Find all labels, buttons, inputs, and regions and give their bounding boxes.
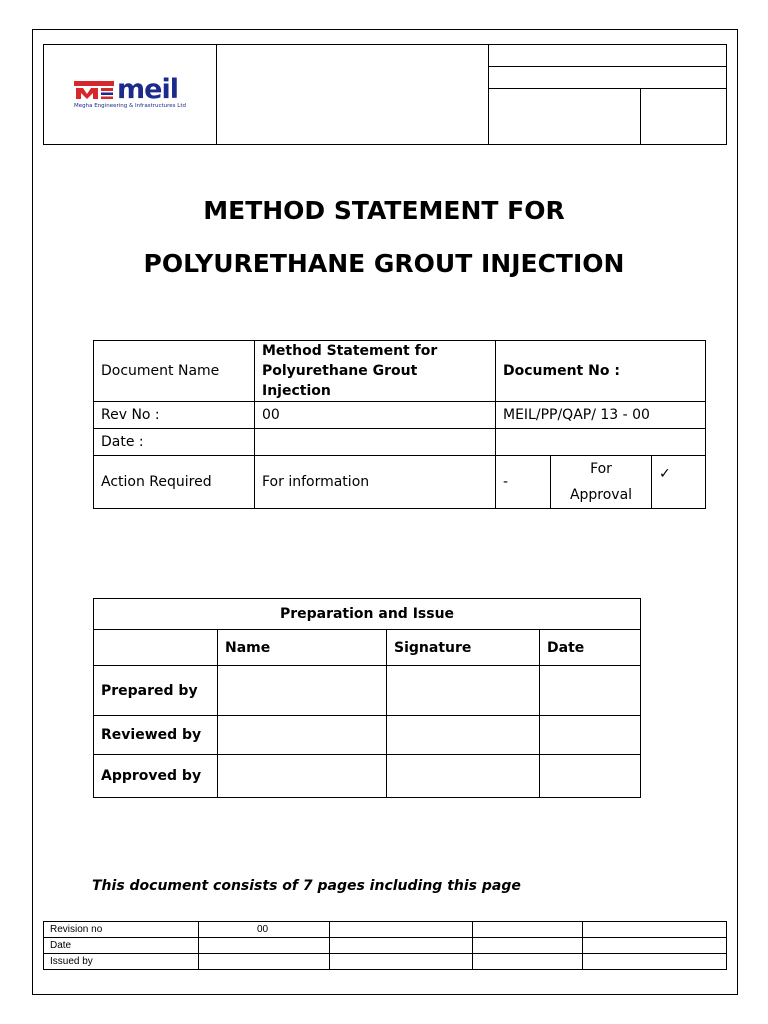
preparation-title: Preparation and Issue (94, 599, 641, 630)
revision-cell (583, 938, 727, 954)
reviewed-by-name (218, 716, 387, 755)
page-count-note: This document consists of 7 pages including this page (92, 878, 521, 894)
table-row (94, 755, 641, 798)
document-no-label: Document No : (496, 341, 706, 402)
document-name-value-line1: Method Statement for (262, 343, 438, 359)
page-title-line-2: POLYURETHANE GROUT INJECTION (143, 249, 625, 278)
document-name-value-line2: Polyurethane Grout Injection (262, 363, 418, 399)
prepared-by-name (218, 666, 387, 716)
reviewed-by-signature (387, 716, 540, 755)
rev-no-value: 00 (255, 402, 496, 429)
document-no-value: MEIL/PP/QAP/ 13 - 00 (496, 402, 706, 429)
revision-table (43, 921, 727, 970)
for-approval-label (551, 456, 652, 509)
table-row (94, 716, 641, 755)
action-required-label: Action Required (94, 456, 255, 509)
prepared-by-signature (387, 666, 540, 716)
date-extra (496, 429, 706, 456)
prepared-by-date (540, 666, 641, 716)
for-approval-line2: Approval (569, 487, 633, 503)
logo-wordmark: meil (117, 73, 178, 105)
table-row (94, 666, 641, 716)
header-blank-middle-right (489, 67, 727, 89)
header-blank-bottom-left (489, 89, 641, 145)
document-header (43, 44, 727, 145)
logo-cell (44, 45, 217, 145)
table-row (44, 954, 727, 970)
date-label: Date : (94, 429, 255, 456)
revision-issued-by-value (199, 954, 330, 970)
column-header-name: Name (218, 630, 387, 666)
row-label-approved-by: Approved by (94, 755, 218, 798)
revision-cell (583, 954, 727, 970)
approved-by-signature (387, 755, 540, 798)
document-info-table (93, 340, 706, 509)
revision-no-label: Revision no (44, 922, 199, 938)
page-title-line-1: METHOD STATEMENT FOR (203, 196, 565, 225)
reviewed-by-date (540, 716, 641, 755)
header-blank-bottom-right (641, 89, 727, 145)
table-row (44, 922, 727, 938)
meil-logo-icon (74, 79, 114, 101)
company-logo (74, 73, 186, 109)
column-header-date: Date (540, 630, 641, 666)
revision-no-value: 00 (199, 922, 330, 938)
column-header-signature: Signature (387, 630, 540, 666)
approved-by-date (540, 755, 641, 798)
for-approval-check-icon: ✓ (652, 456, 706, 509)
revision-issued-by-label: Issued by (44, 954, 199, 970)
revision-cell (583, 922, 727, 938)
revision-cell (330, 922, 473, 938)
header-blank-top-right (489, 45, 727, 67)
page-border (32, 29, 738, 995)
logo-tagline: Megha Engineering & Infrastructures Ltd (74, 102, 186, 109)
revision-cell (473, 938, 583, 954)
table-row (44, 938, 727, 954)
preparation-corner (94, 630, 218, 666)
rev-no-label: Rev No : (94, 402, 255, 429)
revision-cell (473, 922, 583, 938)
for-information-mark: - (496, 456, 551, 509)
row-label-reviewed-by: Reviewed by (94, 716, 218, 755)
for-approval-line1: For (590, 461, 612, 477)
preparation-issue-table (93, 598, 641, 798)
row-label-prepared-by: Prepared by (94, 666, 218, 716)
header-blank-center (217, 45, 489, 145)
revision-date-value (199, 938, 330, 954)
revision-cell (473, 954, 583, 970)
revision-cell (330, 954, 473, 970)
date-value (255, 429, 496, 456)
revision-cell (330, 938, 473, 954)
document-name-label: Document Name (94, 341, 255, 402)
approved-by-name (218, 755, 387, 798)
action-required-value: For information (255, 456, 496, 509)
document-name-value (255, 341, 496, 402)
revision-date-label: Date (44, 938, 199, 954)
